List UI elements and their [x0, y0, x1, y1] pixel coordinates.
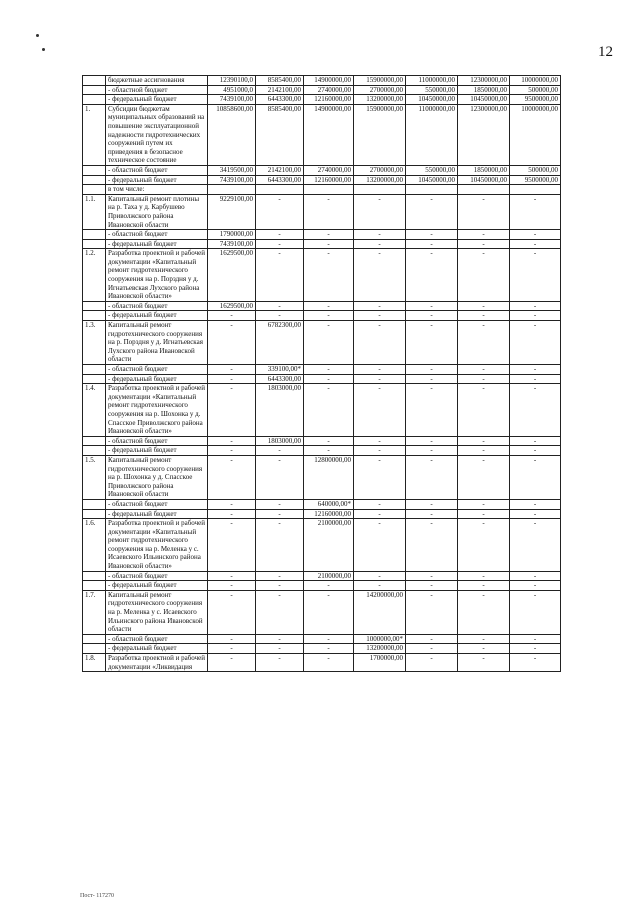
amount-cell: - [256, 654, 304, 672]
amount-cell: 13200000,00 [354, 175, 406, 185]
amount-cell: - [458, 634, 510, 644]
amount-cell: 2100000,00 [304, 571, 354, 581]
amount-cell: - [406, 654, 458, 672]
amount-cell: 550000,00 [406, 85, 458, 95]
amount-cell: 12300000,00 [458, 76, 510, 86]
row-name: - областной бюджет [106, 499, 208, 509]
table-row-item [83, 249, 561, 302]
amount-cell: - [406, 509, 458, 519]
amount-cell: - [208, 321, 256, 365]
amount-cell: - [510, 590, 561, 634]
row-name: в том числе: [106, 185, 208, 195]
row-number [83, 509, 106, 519]
amount-cell: 1803000,00 [256, 384, 304, 437]
row-name: - областной бюджет [106, 165, 208, 175]
amount-cell: - [354, 509, 406, 519]
row-number [83, 311, 106, 321]
amount-cell: - [256, 230, 304, 240]
amount-cell: - [458, 239, 510, 249]
amount-cell: - [256, 644, 304, 654]
row-name: - федеральный бюджет [106, 644, 208, 654]
amount-cell: - [354, 436, 406, 446]
row-name: - федеральный бюджет [106, 581, 208, 591]
amount-cell: - [510, 384, 561, 437]
amount-cell: - [354, 194, 406, 229]
amount-cell: - [458, 436, 510, 446]
amount-cell: 8585400,00 [256, 76, 304, 86]
amount-cell: - [354, 446, 406, 456]
amount-cell: 12390100,0 [208, 76, 256, 86]
amount-cell: 14900000,00 [304, 76, 354, 86]
table-row-subtotal [83, 644, 561, 654]
amount-cell: 3419500,00 [208, 165, 256, 175]
row-name: Субсидии бюджетам муниципальных образований на повышение эксплуатационной надежности гидротехнических сооружений путем их приведения в безопасное техническое состояние [106, 104, 208, 165]
amount-cell: - [304, 654, 354, 672]
amount-cell: - [304, 230, 354, 240]
amount-cell: - [510, 301, 561, 311]
amount-cell: 10450000,00 [406, 175, 458, 185]
table-row-subtotal [83, 365, 561, 375]
row-name: - федеральный бюджет [106, 95, 208, 105]
row-number [83, 85, 106, 95]
amount-cell: 6443300,00 [256, 95, 304, 105]
amount-cell: - [208, 634, 256, 644]
table-row-item [83, 104, 561, 165]
amount-cell: - [458, 509, 510, 519]
amount-cell: - [354, 519, 406, 572]
row-number: 1.2. [83, 249, 106, 302]
amount-cell: 2142100,00 [256, 165, 304, 175]
amount-cell: 7439100,00 [208, 175, 256, 185]
amount-cell: 550000,00 [406, 165, 458, 175]
amount-cell: 9500000,00 [510, 95, 561, 105]
amount-cell: - [208, 455, 256, 499]
amount-cell: 640000,00* [304, 499, 354, 509]
row-name: Разработка проектной и рабочей документации «Капитальный ремонт гидротехнического сооружения на р. Шохонка у д. Спасское Приволжского района Ивановской области» [106, 384, 208, 437]
amount-cell: 2142100,00 [256, 85, 304, 95]
amount-cell: - [406, 519, 458, 572]
amount-cell: - [406, 499, 458, 509]
amount-cell: - [208, 499, 256, 509]
amount-cell: - [406, 239, 458, 249]
amount-cell: - [256, 499, 304, 509]
amount-cell: 10450000,00 [458, 95, 510, 105]
amount-cell: - [208, 384, 256, 437]
amount-cell: - [406, 581, 458, 591]
table-row-subtotal [83, 374, 561, 384]
amount-cell: - [458, 301, 510, 311]
amount-cell: - [208, 365, 256, 375]
amount-cell: - [458, 654, 510, 672]
amount-cell: - [304, 384, 354, 437]
amount-cell: - [510, 249, 561, 302]
amount-cell: 10450000,00 [458, 175, 510, 185]
amount-cell: - [510, 239, 561, 249]
amount-cell: 2740000,00 [304, 165, 354, 175]
amount-cell: - [256, 301, 304, 311]
table-row-subtotal [83, 571, 561, 581]
table-row-item [83, 384, 561, 437]
amount-cell: - [406, 436, 458, 446]
amount-cell: - [304, 321, 354, 365]
amount-cell: 1629500,00 [208, 249, 256, 302]
amount-cell [208, 185, 256, 195]
amount-cell: - [208, 446, 256, 456]
amount-cell: - [458, 644, 510, 654]
amount-cell: - [458, 455, 510, 499]
amount-cell: 10000000,00 [510, 104, 561, 165]
amount-cell: 1803000,00 [256, 436, 304, 446]
amount-cell: - [256, 571, 304, 581]
amount-cell: 12800000,00 [304, 455, 354, 499]
amount-cell: - [208, 311, 256, 321]
row-number: 1.8. [83, 654, 106, 672]
amount-cell: - [458, 590, 510, 634]
amount-cell: - [510, 634, 561, 644]
table-row-subtotal [83, 581, 561, 591]
amount-cell: - [304, 311, 354, 321]
amount-cell: - [208, 519, 256, 572]
amount-cell: - [354, 230, 406, 240]
amount-cell: - [510, 499, 561, 509]
row-name: - федеральный бюджет [106, 509, 208, 519]
amount-cell: - [304, 436, 354, 446]
amount-cell: 14900000,00 [304, 104, 354, 165]
row-name: - областной бюджет [106, 365, 208, 375]
row-name: Капитальный ремонт гидротехнического сооружения на р. Меленка у с. Исаевского Ильинского района Ивановской области [106, 590, 208, 634]
amount-cell: - [208, 654, 256, 672]
amount-cell: 500000,00 [510, 85, 561, 95]
amount-cell: - [304, 194, 354, 229]
row-number [83, 436, 106, 446]
amount-cell: - [510, 374, 561, 384]
amount-cell: 1850000,00 [458, 165, 510, 175]
amount-cell: - [208, 581, 256, 591]
row-number [83, 581, 106, 591]
row-name: - областной бюджет [106, 301, 208, 311]
amount-cell: - [208, 644, 256, 654]
amount-cell: 1000000,00* [354, 634, 406, 644]
row-name: - областной бюджет [106, 571, 208, 581]
amount-cell: - [304, 634, 354, 644]
amount-cell: - [406, 446, 458, 456]
amount-cell: - [458, 311, 510, 321]
row-number [83, 301, 106, 311]
amount-cell: 12160000,00 [304, 509, 354, 519]
table-row-subtotal [83, 230, 561, 240]
amount-cell: 2700000,00 [354, 85, 406, 95]
amount-cell: - [406, 384, 458, 437]
amount-cell: - [406, 571, 458, 581]
amount-cell: - [304, 239, 354, 249]
row-number [83, 571, 106, 581]
amount-cell: - [256, 519, 304, 572]
row-name: - областной бюджет [106, 436, 208, 446]
table-row-subtotal [83, 175, 561, 185]
table-row-subtotal [83, 311, 561, 321]
amount-cell [510, 185, 561, 195]
row-number [83, 175, 106, 185]
table-row-item [83, 654, 561, 672]
amount-cell: - [458, 374, 510, 384]
table-row-subtotal [83, 301, 561, 311]
row-name: Капитальный ремонт гидротехнического сооружения на р. Порздня у д. Игнатьевская Лухского района Ивановской области [106, 321, 208, 365]
row-name: - федеральный бюджет [106, 311, 208, 321]
amount-cell: - [304, 446, 354, 456]
amount-cell: - [458, 321, 510, 365]
amount-cell: 500000,00 [510, 165, 561, 175]
amount-cell: - [458, 571, 510, 581]
amount-cell: - [304, 644, 354, 654]
table-row-subtotal [83, 95, 561, 105]
amount-cell: 10450000,00 [406, 95, 458, 105]
amount-cell [256, 185, 304, 195]
scan-dot [36, 34, 39, 37]
table-row-subtotal [83, 185, 561, 195]
table-row-subtotal [83, 239, 561, 249]
amount-cell: 2700000,00 [354, 165, 406, 175]
table-row-item [83, 519, 561, 572]
row-number [83, 446, 106, 456]
amount-cell: 1629500,00 [208, 301, 256, 311]
amount-cell: - [406, 634, 458, 644]
row-number: 1.6. [83, 519, 106, 572]
amount-cell: - [208, 509, 256, 519]
amount-cell: - [458, 249, 510, 302]
table-row-item [83, 194, 561, 229]
table-row-item [83, 321, 561, 365]
amount-cell: 7439100,00 [208, 95, 256, 105]
amount-cell: - [406, 590, 458, 634]
table-row-subtotal [83, 165, 561, 175]
amount-cell: - [354, 384, 406, 437]
amount-cell: - [510, 581, 561, 591]
row-name: - областной бюджет [106, 85, 208, 95]
amount-cell: - [256, 590, 304, 634]
amount-cell: - [304, 590, 354, 634]
amount-cell: - [406, 365, 458, 375]
row-number: 1.4. [83, 384, 106, 437]
budget-table [82, 75, 561, 672]
row-name: бюджетные ассигнования [106, 76, 208, 86]
row-number [83, 230, 106, 240]
table-row-subtotal [83, 446, 561, 456]
amount-cell: - [510, 455, 561, 499]
amount-cell: 13200000,00 [354, 95, 406, 105]
row-name: - областной бюджет [106, 634, 208, 644]
page-number: 12 [598, 44, 613, 60]
row-number [83, 365, 106, 375]
amount-cell: - [406, 644, 458, 654]
amount-cell: - [458, 581, 510, 591]
amount-cell: - [510, 436, 561, 446]
row-name: - областной бюджет [106, 230, 208, 240]
amount-cell: 339100,00* [256, 365, 304, 375]
row-number: 1. [83, 104, 106, 165]
amount-cell: - [256, 581, 304, 591]
amount-cell: 6782300,00 [256, 321, 304, 365]
amount-cell: - [510, 446, 561, 456]
amount-cell: 10000000,00 [510, 76, 561, 86]
amount-cell: 15900000,00 [354, 104, 406, 165]
amount-cell: - [458, 384, 510, 437]
table-row-subtotal [83, 85, 561, 95]
amount-cell: - [354, 249, 406, 302]
amount-cell: - [354, 239, 406, 249]
amount-cell: - [354, 321, 406, 365]
amount-cell: - [256, 239, 304, 249]
amount-cell: - [256, 509, 304, 519]
amount-cell: - [458, 499, 510, 509]
amount-cell: 1790000,00 [208, 230, 256, 240]
amount-cell: - [208, 590, 256, 634]
amount-cell: - [458, 519, 510, 572]
amount-cell: 4951000,0 [208, 85, 256, 95]
amount-cell: - [510, 519, 561, 572]
amount-cell: 11000000,00 [406, 76, 458, 86]
amount-cell: - [354, 571, 406, 581]
amount-cell [458, 185, 510, 195]
amount-cell: - [458, 194, 510, 229]
amount-cell [354, 185, 406, 195]
amount-cell: 7439100,00 [208, 239, 256, 249]
amount-cell: 8585400,00 [256, 104, 304, 165]
table-row-subtotal [83, 499, 561, 509]
amount-cell: - [510, 311, 561, 321]
row-number [83, 374, 106, 384]
row-number [83, 165, 106, 175]
amount-cell: - [510, 194, 561, 229]
amount-cell: 2100000,00 [304, 519, 354, 572]
row-name: Разработка проектной и рабочей документации «Капитальный ремонт гидротехнического сооружения на р. Меленка у с. Исаевского Ильинского района Ивановской области» [106, 519, 208, 572]
row-name: Разработка проектной и рабочей документации «Ликвидация [106, 654, 208, 672]
table-row-item [83, 455, 561, 499]
row-name: - федеральный бюджет [106, 374, 208, 384]
amount-cell: - [354, 365, 406, 375]
footer-mark: Пост- 117270 [80, 893, 115, 899]
row-number [83, 185, 106, 195]
amount-cell: - [304, 301, 354, 311]
amount-cell: 6443300,00 [256, 374, 304, 384]
amount-cell: - [354, 374, 406, 384]
row-number [83, 644, 106, 654]
amount-cell: 1700000,00 [354, 654, 406, 672]
amount-cell: - [406, 374, 458, 384]
amount-cell: - [208, 374, 256, 384]
row-name: Капитальный ремонт гидротехнического сооружения на р. Шохонка у д. Спасское Приволжского района Ивановской области [106, 455, 208, 499]
amount-cell: - [406, 249, 458, 302]
amount-cell: - [406, 311, 458, 321]
amount-cell: - [304, 365, 354, 375]
amount-cell: - [304, 581, 354, 591]
amount-cell: 12300000,00 [458, 104, 510, 165]
amount-cell: - [510, 365, 561, 375]
row-number: 1.3. [83, 321, 106, 365]
amount-cell: 9500000,00 [510, 175, 561, 185]
amount-cell [304, 185, 354, 195]
amount-cell: - [510, 509, 561, 519]
row-name: Капитальный ремонт плотины на р. Таха у д. Карбушево Приволжского района Ивановской области [106, 194, 208, 229]
amount-cell: 14200000,00 [354, 590, 406, 634]
amount-cell: 12160000,00 [304, 95, 354, 105]
amount-cell: - [256, 194, 304, 229]
row-name: - федеральный бюджет [106, 446, 208, 456]
amount-cell: - [406, 301, 458, 311]
amount-cell: - [208, 436, 256, 446]
table-row-item [83, 590, 561, 634]
amount-cell: - [354, 455, 406, 499]
amount-cell: 12160000,00 [304, 175, 354, 185]
amount-cell: - [510, 654, 561, 672]
amount-cell: - [510, 644, 561, 654]
amount-cell: - [406, 455, 458, 499]
amount-cell: - [354, 499, 406, 509]
amount-cell: - [256, 311, 304, 321]
amount-cell: - [458, 365, 510, 375]
row-name: - федеральный бюджет [106, 239, 208, 249]
amount-cell: - [256, 446, 304, 456]
amount-cell: - [458, 446, 510, 456]
amount-cell: 6443300,00 [256, 175, 304, 185]
row-number [83, 239, 106, 249]
table-row-subtotal [83, 634, 561, 644]
row-number [83, 76, 106, 86]
amount-cell: - [510, 321, 561, 365]
row-number: 1.7. [83, 590, 106, 634]
amount-cell [406, 185, 458, 195]
amount-cell: - [510, 571, 561, 581]
row-number [83, 95, 106, 105]
table-row-subtotal [83, 76, 561, 86]
amount-cell: 2740000,00 [304, 85, 354, 95]
amount-cell: 13200000,00 [354, 644, 406, 654]
amount-cell: - [208, 571, 256, 581]
amount-cell: - [406, 321, 458, 365]
row-number [83, 634, 106, 644]
amount-cell: - [256, 634, 304, 644]
amount-cell: - [354, 581, 406, 591]
amount-cell: - [256, 249, 304, 302]
amount-cell: - [458, 230, 510, 240]
amount-cell: - [304, 374, 354, 384]
amount-cell: - [256, 455, 304, 499]
amount-cell: - [354, 311, 406, 321]
row-number: 1.1. [83, 194, 106, 229]
amount-cell: - [406, 230, 458, 240]
amount-cell: - [354, 301, 406, 311]
row-name: - федеральный бюджет [106, 175, 208, 185]
amount-cell: - [510, 230, 561, 240]
amount-cell: 1850000,00 [458, 85, 510, 95]
amount-cell: 11000000,00 [406, 104, 458, 165]
amount-cell: - [304, 249, 354, 302]
row-name: Разработка проектной и рабочей документации «Капитальный ремонт гидротехнического сооружения на р. Порздня у д. Игнатьевская Лухского района Ивановской области» [106, 249, 208, 302]
amount-cell: 15900000,00 [354, 76, 406, 86]
table-row-subtotal [83, 436, 561, 446]
row-number [83, 499, 106, 509]
amount-cell: - [406, 194, 458, 229]
amount-cell: 9229100,00 [208, 194, 256, 229]
table-row-subtotal [83, 509, 561, 519]
scan-dot [42, 48, 45, 51]
amount-cell: 10858600,00 [208, 104, 256, 165]
row-number: 1.5. [83, 455, 106, 499]
